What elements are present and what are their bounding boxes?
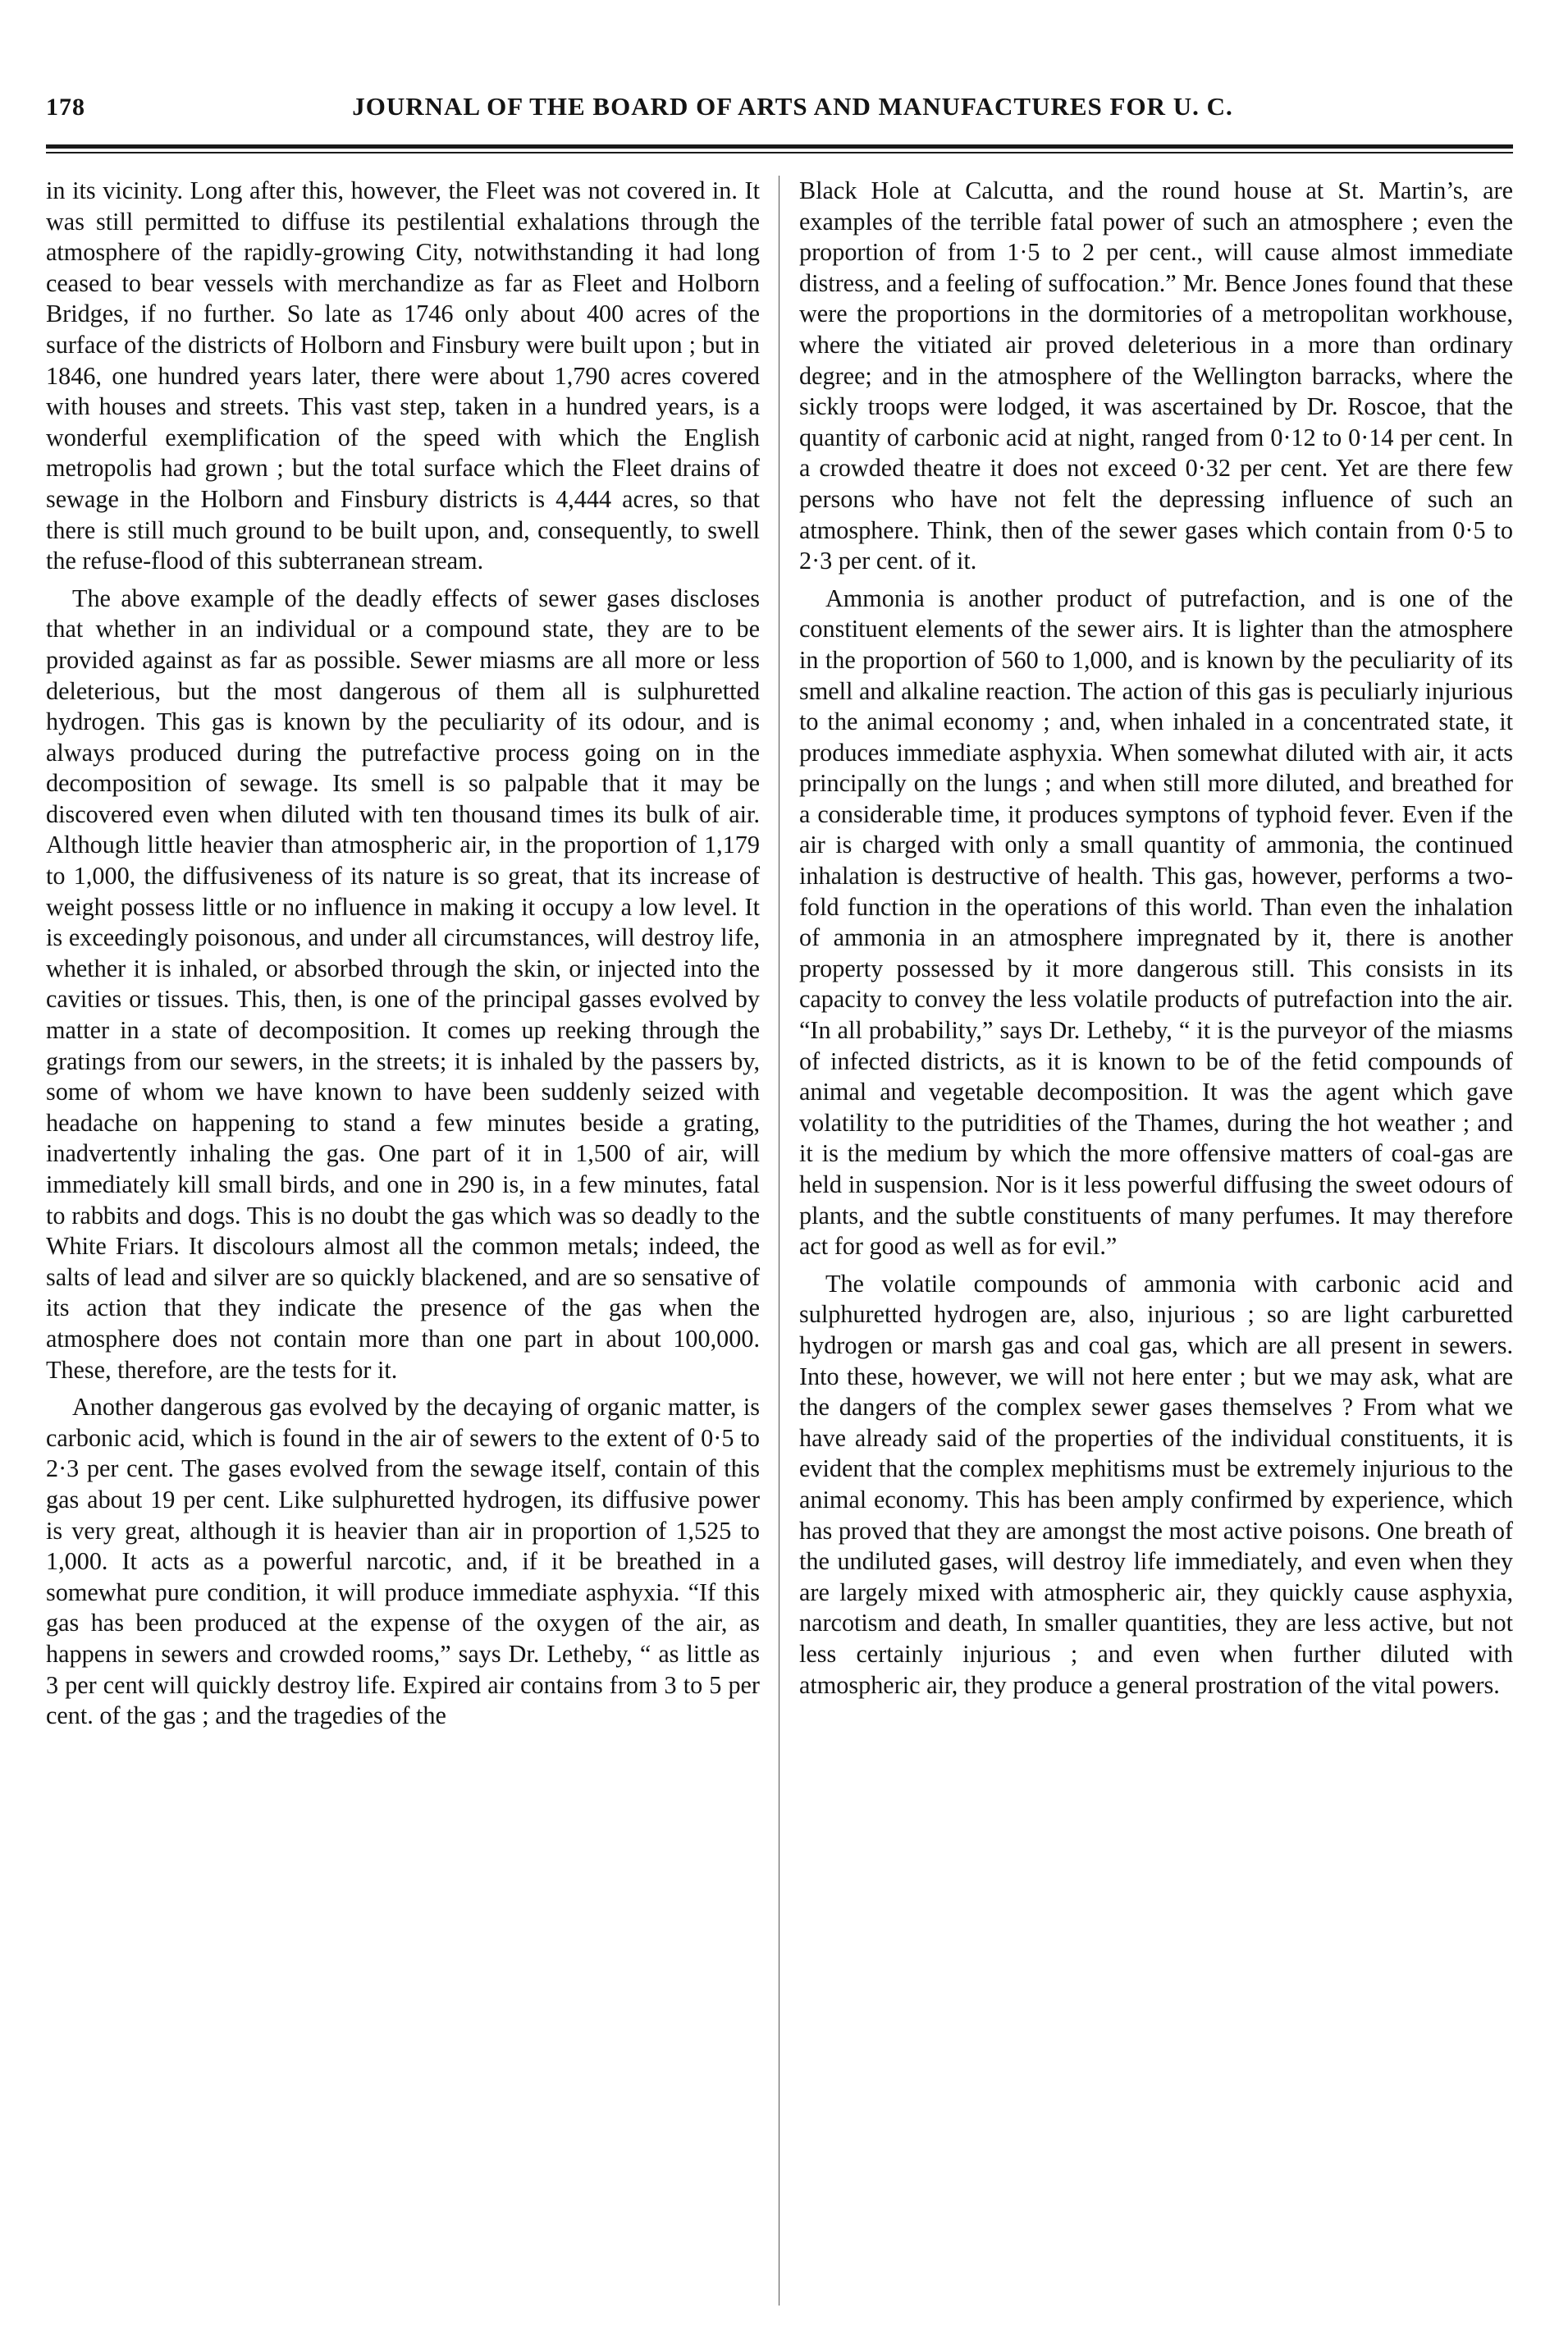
paragraph-black-hole: Black Hole at Calcutta, and the round house at St. Martin’s, are examples of the terrible fatal power of such an atmosphere ; even the proportion of from 1·5 to 2 per cent., will cause almost immediate distress, and a feeling of suffocation.” Mr. Bence Jones found that these were the proportions in the dormitories of a metropolitan workhouse, where the vitiated air proved deleterious in a more than ordinary degree; and in the atmosphere of the Wellington barracks, where the sickly troops were lodged, it was ascertained by Dr. Roscoe, that the quantity of carbonic acid at night, ranged from 0·12 to 0·14 per cent. In a crowded theatre it does not exceed 0·32 per cent. Yet are there few persons who have not felt the depressing influence of such an atmosphere. Think, then of the sewer gases which contain from 0·5 to 2·3 per cent. of it. [799, 176, 1513, 575]
paragraph-ammonia: Ammonia is another product of putrefaction, and is one of the constituent elements of the sewer airs. It is lighter than the atmosphere in the proportion of 560 to 1,000, and is known by the peculiarity of its smell and alkaline reaction. The action of this gas is peculiarly injurious to the animal economy ; and, when inhaled in a concentrated state, it produces immediate asphyxia. When somewhat diluted with air, it acts principally on the lungs ; and when still more diluted, and breathed for a considerable time, it produces symptons of typhoid fever. Even if the air is charged with only a small quantity of ammonia, the continued inhalation is destructive of health. This gas, however, performs a two-fold function in the operations of this world. Than even the inhalation of ammonia in an atmosphere impregnated by it, there is another property possessed by it more dangerous still. This consists in its capacity to convey the less volatile products of putrefaction into the air. “In all probability,” says Dr. Letheby, “ it is the purveyor of the miasms of infected districts, as it is known to be of the fetid compounds of animal and vegetable decomposition. It was the agent which gave volatility to the putridities of the Thames, during the hot weather ; and it is the medium by which the more offensive matters of coal-gas are held in suspension. Nor is it less powerful diffusing the sweet odours of plants, and the subtle constituents of many perfumes. It may therefore act for good as well as for evil.” [799, 584, 1513, 1261]
paragraph-continued: in its vicinity. Long after this, however, the Fleet was not covered in. It was still permitted to diffuse its pestilential exhalations through the atmosphere of the rapidly-growing City, notwithstanding it had long ceased to bear vessels with merchandize as far as Fleet and Holborn Bridges, if no further. So late as 1746 only about 400 acres of the surface of the districts of Holborn and Finsbury were built upon ; but in 1846, one hundred years later, there were about 1,790 acres covered with houses and streets. This vast step, taken in a hundred years, is a wonderful exemplification of the speed with which the English metropolis had grown ; but the total surface which the Fleet drains of sewage in the Holborn and Finsbury districts is 4,444 acres, so that there is still much ground to be built upon, and, consequently, to swell the refuse-flood of this subterranean stream. [46, 176, 760, 575]
paragraph-sulphuretted-hydrogen: The above example of the deadly effects of sewer gases discloses that whether in an individual or a compound state, they are to be provided against as far as possible. Sewer miasms are all more or less deleterious, but the most dangerous of them all is sulphuretted hydrogen. This gas is known by the peculiarity of its odour, and is always produced during the putrefactive process going on in the decomposition of sewage. Its smell is so palpable that it may be discovered even when diluted with ten thousand times its bulk of air. Although little heavier than atmospheric air, in the proportion of 1,179 to 1,000, the diffusiveness of its nature is so great, that its increase of weight possess little or no influence in making it occupy a low level. It is exceedingly poisonous, and under all circumstances, will destroy life, whether it is inhaled, or absorbed through the skin, or injected into the cavities or tissues. This, then, is one of the principal gasses evolved by matter in a state of decomposition. It comes up reeking through the gratings from our sewers, in the streets; it is inhaled by the passers by, some of whom we have known to have been suddenly seized with headache on happening to stand a few minutes beside a grating, inadvertently inhaling the gas. One part of it in 1,500 of air, will immediately kill small birds, and one in 290 is, in a few minutes, fatal to rabbits and dogs. This is no doubt the gas which was so deadly to the White Friars. It discolours almost all the common metals; indeed, the salts of lead and silver are so quickly blackened, and are so sensative of its action that they indicate the presence of the gas when the atmosphere does not contain more than one part in about 100,000. These, therefore, are the tests for it. [46, 584, 760, 1384]
right-column [799, 176, 1513, 2310]
left-column [46, 176, 760, 2310]
paragraph-carbonic-acid: Another dangerous gas evolved by the decaying of organic matter, is carbonic acid, which is found in the air of sewers to the extent of 0·5 to 2·3 per cent. The gases evolved from the sewage itself, contain of this gas about 19 per cent. Like sulphuretted hydrogen, its diffusive power is very great, although it is heavier than air in proportion of 1,525 to 1,000. It acts as a powerful narcotic, and, if it be breathed in a somewhat pure condition, it will produce immediate asphyxia. “If this gas has been produced at the expense of the oxygen of the air, as happens in sewers and crowded rooms,” says Dr. Letheby, “ as little as 3 per cent will quickly destroy life. Expired air contains from 3 to 5 per cent. of the gas ; and the tragedies of the [46, 1393, 760, 1730]
running-head: JOURNAL OF THE BOARD OF ARTS AND MANUFACTURES FOR U. C. [352, 92, 1233, 121]
page-header [46, 92, 1506, 138]
paragraph-volatile-compounds: The volatile compounds of ammonia with carbonic acid and sulphuretted hydrogen are, also, injurious ; so are light carburetted hydrogen or marsh gas and coal gas, which are all present in sewers. Into these, however, we will not here enter ; but we may ask, what are the dangers of the complex sewer gases themselves ? From what we have already said of the properties of the individual constituents, it is evident that the complex mephitisms must be extremely injurious to the animal economy. This has been amply confirmed by experience, which has proved that they are amongst the most active poisons. One breath of the undiluted gases, will destroy life immediately, and even when they are largely mixed with atmospheric air, they quickly cause asphyxia, narcotism and death, In smaller quantities, they are less active, but not less certainly injurious ; and even when further diluted with atmospheric air, they produce a general prostration of the vital powers. [799, 1269, 1513, 1699]
page-number: 178 [46, 94, 85, 121]
header-rule-thin [46, 152, 1513, 153]
header-rule-thick [46, 144, 1513, 149]
